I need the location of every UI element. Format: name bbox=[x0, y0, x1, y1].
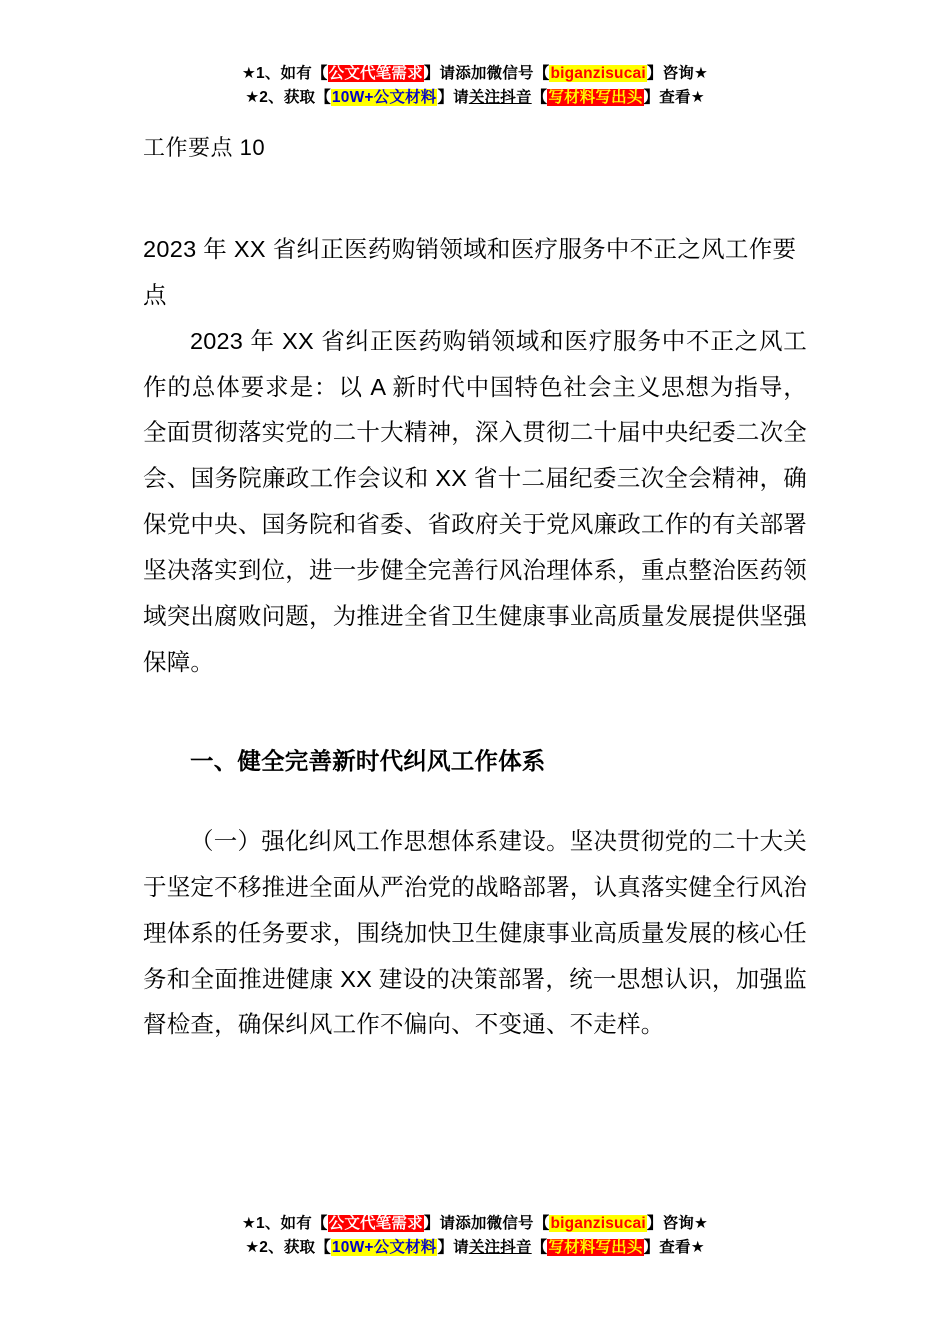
promo-douyin-id-bottom: 写材料写出头 bbox=[548, 1239, 643, 1257]
promo-prefix-2: 2、获取 bbox=[259, 89, 316, 107]
promo-line-2-bottom bbox=[0, 1236, 950, 1260]
promo-suffix-bottom: 咨询 bbox=[662, 1215, 694, 1232]
promo-line-1-bottom bbox=[0, 1212, 950, 1236]
document-body bbox=[143, 130, 807, 1048]
bracket-open-2: 【 bbox=[533, 65, 550, 82]
bracket-open-5: 【 bbox=[311, 1215, 328, 1232]
promo-douyin-label: 关注抖音 bbox=[468, 89, 532, 107]
promo-mid-2-bottom: 请 bbox=[453, 1239, 469, 1257]
bracket-close-8: 】 bbox=[643, 1239, 660, 1257]
bracket-open-7: 【 bbox=[315, 1239, 331, 1257]
promo-prefix-bottom: 1、如有 bbox=[256, 1215, 312, 1232]
bracket-open-3: 【 bbox=[315, 89, 331, 107]
promo-suffix-2-bottom: 查看 bbox=[659, 1239, 691, 1257]
promo-highlight-service-bottom: 公文代笔需求 bbox=[328, 1215, 423, 1232]
promo-highlight-service: 公文代笔需求 bbox=[328, 65, 423, 82]
overview-paragraph: 2023 年 XX 省纠正医药购销领域和医疗服务中不正之风工作的总体要求是：以 A 新时代中国特色社会主义思想为指导，全面贯彻落实党的二十大精神，深入贯彻二十届中央纪委二次全会、国务院廉政工作会议和 XX 省十二届纪委三次全会精神，确保党中央、国务院和省委、省政府关于党风廉政工作的有关部署坚决落实到位，进一步健全完善行风治理体系，重点整治医药领域突出腐败问题，为推进全省卫生健康事业高质量发展提供坚强保障。 bbox=[143, 327, 807, 675]
star-right-icon-2: ★ bbox=[690, 89, 705, 107]
promo-douyin-label-bottom: 关注抖音 bbox=[468, 1239, 532, 1257]
bracket-open-6: 【 bbox=[533, 1215, 550, 1232]
document-label: 工作要点 10 bbox=[143, 135, 266, 160]
promo-suffix: 咨询 bbox=[662, 65, 694, 82]
bracket-close-6: 】 bbox=[646, 1215, 663, 1232]
star-right-icon-4: ★ bbox=[690, 1239, 705, 1257]
star-left-icon-2: ★ bbox=[245, 89, 260, 107]
star-right-icon: ★ bbox=[693, 65, 709, 82]
promo-mid-bottom: 请添加微信号 bbox=[439, 1215, 534, 1232]
promo-highlight-materials: 10W+公文材料 bbox=[331, 89, 437, 107]
promo-highlight-materials-bottom: 10W+公文材料 bbox=[331, 1239, 437, 1257]
star-left-icon-4: ★ bbox=[245, 1239, 260, 1257]
heading-gap bbox=[143, 785, 807, 819]
promo-banner-top bbox=[0, 62, 950, 110]
promo-wechat-id-bottom: biganzisucai bbox=[550, 1215, 646, 1232]
promo-prefix: 1、如有 bbox=[256, 65, 312, 82]
spacer bbox=[143, 165, 807, 227]
promo-prefix-2-bottom: 2、获取 bbox=[259, 1239, 316, 1257]
bracket-close-7: 】 bbox=[437, 1239, 454, 1257]
star-right-icon-3: ★ bbox=[693, 1215, 709, 1232]
bracket-open-4: 【 bbox=[531, 89, 548, 107]
promo-mid: 请添加微信号 bbox=[439, 65, 534, 82]
promo-suffix-2: 查看 bbox=[659, 89, 691, 107]
section-heading-1: 一、健全完善新时代纠风工作体系 bbox=[190, 748, 546, 775]
section-paragraph-1: （一）强化纠风工作思想体系建设。坚决贯彻党的二十大关于坚定不移推进全面从严治党的战略部署，认真落实健全行风治理体系的任务要求，围绕加快卫生健康事业高质量发展的核心任务和全面推进健康 XX 建设的决策部署，统一思想认识，加强监督检查，确保纠风工作不偏向、不变通、不走样。 bbox=[143, 828, 807, 1038]
promo-douyin-id: 写材料写出头 bbox=[548, 89, 643, 107]
bracket-close-3: 】 bbox=[437, 89, 454, 107]
bracket-open: 【 bbox=[311, 65, 328, 82]
bracket-close: 】 bbox=[423, 65, 440, 82]
promo-banner-bottom bbox=[0, 1212, 950, 1260]
bracket-open-8: 【 bbox=[531, 1239, 548, 1257]
promo-line-2 bbox=[0, 86, 950, 110]
star-left-icon-3: ★ bbox=[241, 1215, 256, 1232]
document-title: 2023 年 XX 省纠正医药购销领域和医疗服务中不正之风工作要点 bbox=[143, 236, 797, 308]
bracket-close-2: 】 bbox=[646, 65, 663, 82]
bracket-close-4: 】 bbox=[643, 89, 660, 107]
bracket-close-5: 】 bbox=[423, 1215, 440, 1232]
star-left-icon: ★ bbox=[241, 65, 256, 82]
promo-wechat-id: biganzisucai bbox=[550, 65, 646, 82]
promo-mid-2: 请 bbox=[453, 89, 469, 107]
promo-line-1 bbox=[0, 62, 950, 86]
section-gap bbox=[143, 685, 807, 739]
